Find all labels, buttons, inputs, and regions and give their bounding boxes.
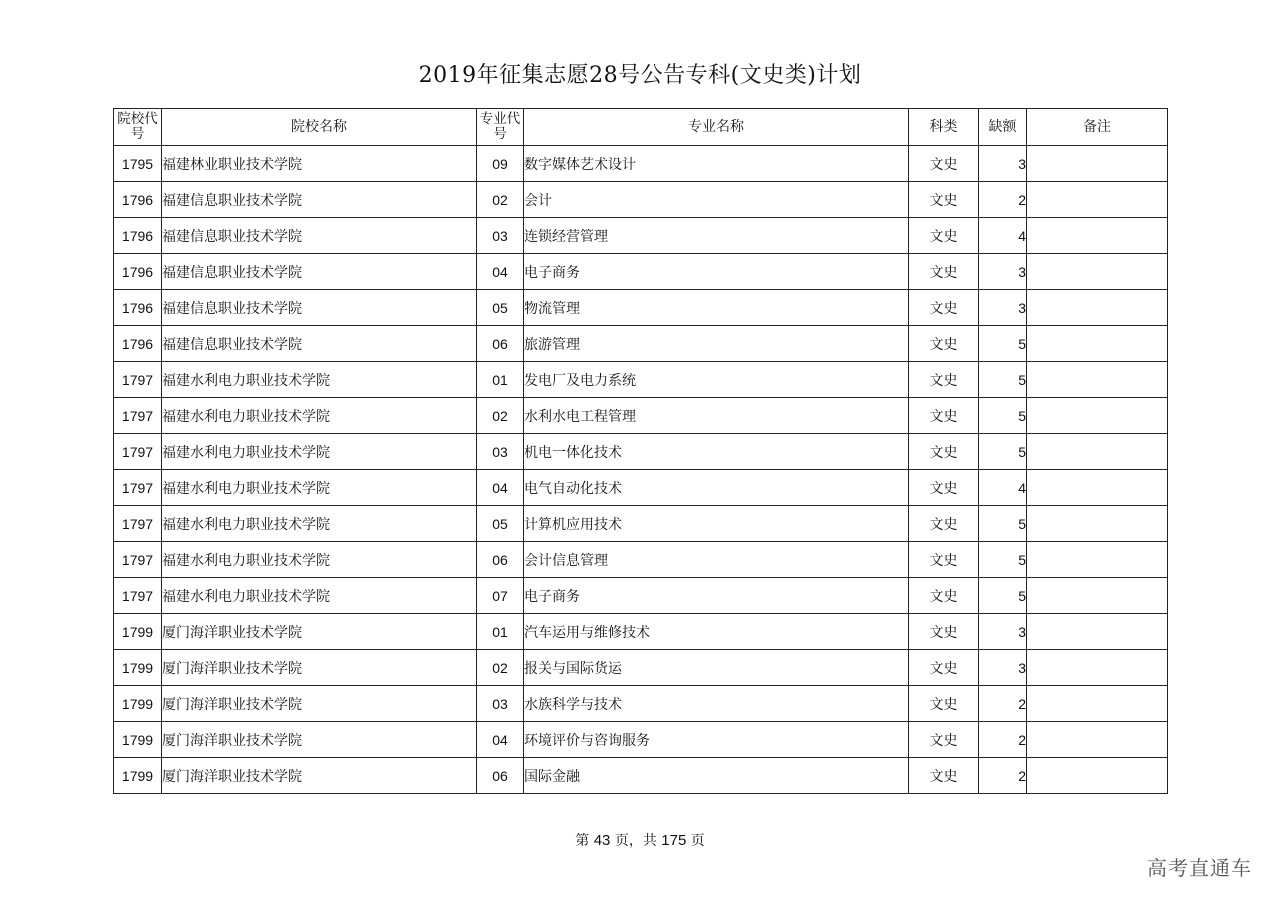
cell-school-code: 1797 (114, 398, 162, 434)
table-row (114, 650, 1168, 686)
cell-school-name: 福建水利电力职业技术学院 (162, 542, 477, 578)
cell-remarks (1027, 146, 1168, 182)
cell-remarks (1027, 182, 1168, 218)
cell-major-name: 国际金融 (524, 758, 909, 794)
table-row (114, 362, 1168, 398)
cell-school-code: 1799 (114, 614, 162, 650)
cell-school-code: 1799 (114, 722, 162, 758)
watermark-logo: 高考直通车 (1147, 856, 1252, 880)
cell-major-code: 09 (477, 146, 524, 182)
cell-school-name: 福建信息职业技术学院 (162, 326, 477, 362)
cell-major-name: 水利水电工程管理 (524, 398, 909, 434)
cell-school-name: 福建信息职业技术学院 (162, 254, 477, 290)
cell-remarks (1027, 542, 1168, 578)
cell-category: 文史 (909, 182, 979, 218)
cell-quota: 5 (979, 362, 1027, 398)
table-row (114, 542, 1168, 578)
cell-school-code: 1796 (114, 182, 162, 218)
cell-school-name: 福建水利电力职业技术学院 (162, 578, 477, 614)
table-row (114, 254, 1168, 290)
cell-category: 文史 (909, 578, 979, 614)
cell-remarks (1027, 614, 1168, 650)
footer-suffix: 页 (690, 833, 705, 849)
cell-category: 文史 (909, 650, 979, 686)
cell-major-code: 04 (477, 470, 524, 506)
cell-major-name: 计算机应用技术 (524, 506, 909, 542)
cell-school-code: 1799 (114, 650, 162, 686)
cell-major-code: 02 (477, 398, 524, 434)
table-row (114, 578, 1168, 614)
header-school-name: 院校名称 (162, 109, 477, 146)
cell-category: 文史 (909, 434, 979, 470)
footer-middle: 页，共 (614, 833, 657, 849)
cell-category: 文史 (909, 542, 979, 578)
cell-school-name: 厦门海洋职业技术学院 (162, 614, 477, 650)
cell-major-name: 电子商务 (524, 578, 909, 614)
cell-major-name: 数字媒体艺术设计 (524, 146, 909, 182)
cell-major-name: 报关与国际货运 (524, 650, 909, 686)
cell-school-code: 1796 (114, 326, 162, 362)
cell-major-name: 环境评价与咨询服务 (524, 722, 909, 758)
table-row (114, 614, 1168, 650)
cell-quota: 2 (979, 722, 1027, 758)
cell-school-code: 1799 (114, 686, 162, 722)
table-row (114, 506, 1168, 542)
cell-category: 文史 (909, 290, 979, 326)
cell-category: 文史 (909, 758, 979, 794)
cell-school-name: 福建水利电力职业技术学院 (162, 434, 477, 470)
cell-remarks (1027, 722, 1168, 758)
footer-page-number: 43 (593, 832, 611, 849)
cell-quota: 2 (979, 182, 1027, 218)
cell-remarks (1027, 506, 1168, 542)
cell-school-code: 1796 (114, 254, 162, 290)
cell-quota: 5 (979, 578, 1027, 614)
header-quota: 缺额 (979, 109, 1027, 146)
cell-school-name: 福建水利电力职业技术学院 (162, 470, 477, 506)
cell-school-code: 1797 (114, 578, 162, 614)
cell-major-name: 电气自动化技术 (524, 470, 909, 506)
cell-school-code: 1795 (114, 146, 162, 182)
cell-major-name: 物流管理 (524, 290, 909, 326)
cell-school-code: 1796 (114, 218, 162, 254)
cell-remarks (1027, 362, 1168, 398)
header-remarks: 备注 (1027, 109, 1168, 146)
cell-major-code: 03 (477, 686, 524, 722)
cell-major-code: 03 (477, 434, 524, 470)
cell-quota: 5 (979, 398, 1027, 434)
cell-school-name: 福建林业职业技术学院 (162, 146, 477, 182)
table-row (114, 218, 1168, 254)
header-major-code: 专业代号 (477, 109, 524, 146)
cell-remarks (1027, 398, 1168, 434)
cell-category: 文史 (909, 614, 979, 650)
cell-remarks (1027, 650, 1168, 686)
cell-quota: 5 (979, 542, 1027, 578)
cell-school-code: 1799 (114, 758, 162, 794)
header-row (114, 109, 1168, 146)
cell-major-name: 汽车运用与维修技术 (524, 614, 909, 650)
table-row (114, 470, 1168, 506)
cell-category: 文史 (909, 326, 979, 362)
cell-category: 文史 (909, 506, 979, 542)
cell-school-name: 福建水利电力职业技术学院 (162, 398, 477, 434)
plan-table (113, 108, 1168, 794)
cell-remarks (1027, 218, 1168, 254)
cell-category: 文史 (909, 722, 979, 758)
cell-quota: 4 (979, 470, 1027, 506)
header-major-name: 专业名称 (524, 109, 909, 146)
cell-major-code: 04 (477, 254, 524, 290)
cell-quota: 4 (979, 218, 1027, 254)
cell-school-name: 厦门海洋职业技术学院 (162, 650, 477, 686)
cell-quota: 5 (979, 434, 1027, 470)
cell-quota: 5 (979, 506, 1027, 542)
header-school-code: 院校代号 (114, 109, 162, 146)
cell-quota: 3 (979, 614, 1027, 650)
cell-major-code: 01 (477, 362, 524, 398)
page-footer (0, 830, 1280, 850)
cell-remarks (1027, 290, 1168, 326)
cell-remarks (1027, 758, 1168, 794)
cell-quota: 3 (979, 290, 1027, 326)
cell-major-code: 05 (477, 290, 524, 326)
cell-school-name: 厦门海洋职业技术学院 (162, 722, 477, 758)
table-row (114, 722, 1168, 758)
table-row (114, 434, 1168, 470)
table-row (114, 686, 1168, 722)
header-category: 科类 (909, 109, 979, 146)
cell-major-name: 会计信息管理 (524, 542, 909, 578)
cell-school-code: 1796 (114, 290, 162, 326)
cell-school-name: 厦门海洋职业技术学院 (162, 686, 477, 722)
cell-major-code: 05 (477, 506, 524, 542)
cell-category: 文史 (909, 362, 979, 398)
cell-school-name: 厦门海洋职业技术学院 (162, 758, 477, 794)
cell-school-code: 1797 (114, 362, 162, 398)
cell-major-code: 04 (477, 722, 524, 758)
cell-major-name: 旅游管理 (524, 326, 909, 362)
cell-major-code: 06 (477, 758, 524, 794)
cell-major-code: 06 (477, 326, 524, 362)
cell-quota: 2 (979, 686, 1027, 722)
cell-major-code: 07 (477, 578, 524, 614)
cell-major-name: 机电一体化技术 (524, 434, 909, 470)
cell-quota: 3 (979, 146, 1027, 182)
cell-remarks (1027, 686, 1168, 722)
footer-prefix: 第 (575, 833, 590, 849)
cell-category: 文史 (909, 146, 979, 182)
table-body (114, 146, 1168, 794)
cell-remarks (1027, 470, 1168, 506)
table-row (114, 326, 1168, 362)
table-row (114, 290, 1168, 326)
cell-quota: 3 (979, 254, 1027, 290)
cell-major-name: 会计 (524, 182, 909, 218)
cell-school-code: 1797 (114, 470, 162, 506)
cell-remarks (1027, 254, 1168, 290)
cell-quota: 5 (979, 326, 1027, 362)
footer-total-pages: 175 (661, 832, 687, 849)
cell-school-name: 福建信息职业技术学院 (162, 182, 477, 218)
cell-category: 文史 (909, 470, 979, 506)
table-row (114, 182, 1168, 218)
cell-quota: 2 (979, 758, 1027, 794)
cell-major-name: 发电厂及电力系统 (524, 362, 909, 398)
cell-category: 文史 (909, 254, 979, 290)
table-header (114, 109, 1168, 146)
cell-school-code: 1797 (114, 506, 162, 542)
cell-quota: 3 (979, 650, 1027, 686)
cell-school-code: 1797 (114, 542, 162, 578)
cell-remarks (1027, 578, 1168, 614)
cell-school-name: 福建信息职业技术学院 (162, 218, 477, 254)
cell-major-name: 水族科学与技术 (524, 686, 909, 722)
cell-school-name: 福建水利电力职业技术学院 (162, 362, 477, 398)
cell-remarks (1027, 434, 1168, 470)
page-title: 2019年征集志愿28号公告专科(文史类)计划 (418, 63, 862, 88)
cell-school-name: 福建信息职业技术学院 (162, 290, 477, 326)
cell-major-name: 连锁经营管理 (524, 218, 909, 254)
cell-category: 文史 (909, 398, 979, 434)
table-row (114, 758, 1168, 794)
cell-category: 文史 (909, 686, 979, 722)
cell-major-code: 01 (477, 614, 524, 650)
cell-major-code: 06 (477, 542, 524, 578)
table-row (114, 398, 1168, 434)
cell-major-code: 02 (477, 182, 524, 218)
cell-major-code: 03 (477, 218, 524, 254)
cell-category: 文史 (909, 218, 979, 254)
cell-school-name: 福建水利电力职业技术学院 (162, 506, 477, 542)
cell-major-code: 02 (477, 650, 524, 686)
cell-remarks (1027, 326, 1168, 362)
cell-school-code: 1797 (114, 434, 162, 470)
cell-major-name: 电子商务 (524, 254, 909, 290)
table-row (114, 146, 1168, 182)
